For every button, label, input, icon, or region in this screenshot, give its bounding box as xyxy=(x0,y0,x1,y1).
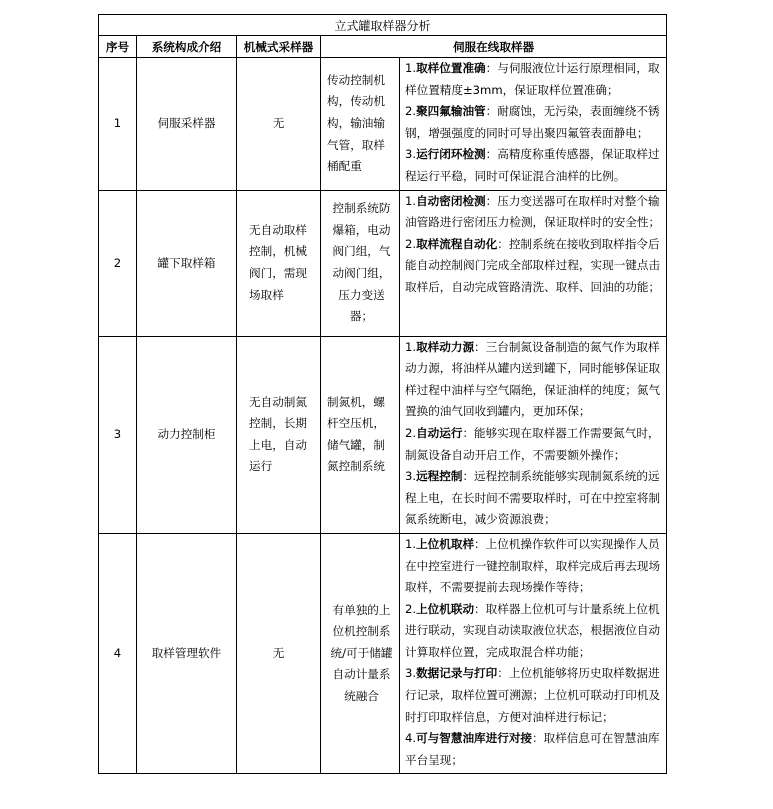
row-mechanical: 无 xyxy=(237,533,321,774)
table-row xyxy=(99,190,667,336)
row-mechanical: 无 xyxy=(237,58,321,191)
row-no: 1 xyxy=(99,58,137,191)
row-servo-details xyxy=(400,533,667,774)
detail-item: 3.运行闭环检测：高精度称重传感器，保证取样过程运行平稳，同时可保证混合油样的比例。 xyxy=(405,147,660,183)
table-row xyxy=(99,336,667,533)
detail-item: 2.聚四氟输油管：耐腐蚀，无污染，表面缠绕不锈钢，增强强度的同时可导出聚四氟管表面静电； xyxy=(405,104,660,140)
row-servo-summary: 传动控制机构，传动机构，输油输气管，取样桶配重 xyxy=(321,58,400,191)
detail-item: 3.数据记录与打印：上位机能够将历史取样数据进行记录，取样位置可溯源；上位机可联动打印机及时打印取样信息，方便对油样进行标记； xyxy=(405,666,661,724)
detail-item: 4.可与智慧油库进行对接：取样信息可在智慧油库平台呈现； xyxy=(405,731,660,767)
detail-item: 2.上位机联动：取样器上位机可与计量系统上位机进行联动，实现自动读取液位状态，根据液位自动计算取样位置，完成取混合样功能； xyxy=(405,601,661,659)
table-row xyxy=(99,58,667,191)
detail-item: 1.上位机取样：上位机操作软件可以实现操作人员在中控室进行一键控制取样，取样完成后再去现场取样，不需要提前去现场操作等待； xyxy=(405,536,661,595)
row-component: 罐下取样箱 xyxy=(137,190,237,336)
header-row xyxy=(99,36,667,58)
row-mechanical: 无自动取样控制，机械阀门，需现场取样 xyxy=(237,190,321,336)
row-servo-details xyxy=(400,58,667,191)
row-component: 伺服采样器 xyxy=(137,58,237,191)
detail-item: 2.自动运行：能够实现在取样器工作需要氮气时，制氮设备自动开启工作，不需要额外操作； xyxy=(405,425,660,462)
detail-item: 1.取样位置准确：与伺服液位计运行原理相同，取样位置精度±3mm，保证取样位置准确； xyxy=(405,61,660,97)
row-no: 3 xyxy=(99,336,137,533)
detail-item: 1.取样动力源：三台制氮设备制造的氮气作为取样动力源，将油样从罐内送到罐下，同时能够保证取样过程中油样与空气隔绝，保证油样的纯度；氮气置换的油气回收到罐内，更加环保； xyxy=(405,339,661,419)
row-servo-summary: 制氮机，螺杆空压机，储气罐，制氮控制系统 xyxy=(321,336,400,533)
table-row xyxy=(99,533,667,774)
header-servo: 伺服在线取样器 xyxy=(321,36,667,58)
header-no: 序号 xyxy=(99,36,137,58)
row-component: 取样管理软件 xyxy=(137,533,237,774)
detail-item: 1.自动密闭检测：压力变送器可在取样时对整个输油管路进行密闭压力检测，保证取样时的安全性； xyxy=(405,193,661,230)
row-servo-details xyxy=(400,190,667,336)
header-component: 系统构成介绍 xyxy=(137,36,237,58)
row-servo-summary: 控制系统防爆箱，电动阀门组，气动阀门组，压力变送器； xyxy=(321,190,400,336)
header-mechanical: 机械式采样器 xyxy=(237,36,321,58)
row-no: 2 xyxy=(99,190,137,336)
sampler-analysis-table xyxy=(98,14,667,774)
row-mechanical: 无自动制氮控制，长期上电，自动运行 xyxy=(237,336,321,533)
row-servo-summary: 有单独的上位机控制系统/可于储罐自动计量系统融合 xyxy=(321,533,400,774)
row-component: 动力控制柜 xyxy=(137,336,237,533)
detail-item: 2.取样流程自动化：控制系统在接收到取样指令后能自动控制阀门完成全部取样过程，实现一键点击取样后，自动完成管路清洗、取样、回油的功能； xyxy=(405,236,661,294)
row-servo-details xyxy=(400,336,667,533)
row-no: 4 xyxy=(99,533,137,774)
detail-item: 3.远程控制：远程控制系统能够实现制氮系统的远程上电，在长时间不需要取样时，可在中控室将制氮系统断电，减少资源浪费； xyxy=(405,469,661,527)
table-title: 立式罐取样器分析 xyxy=(99,15,667,36)
